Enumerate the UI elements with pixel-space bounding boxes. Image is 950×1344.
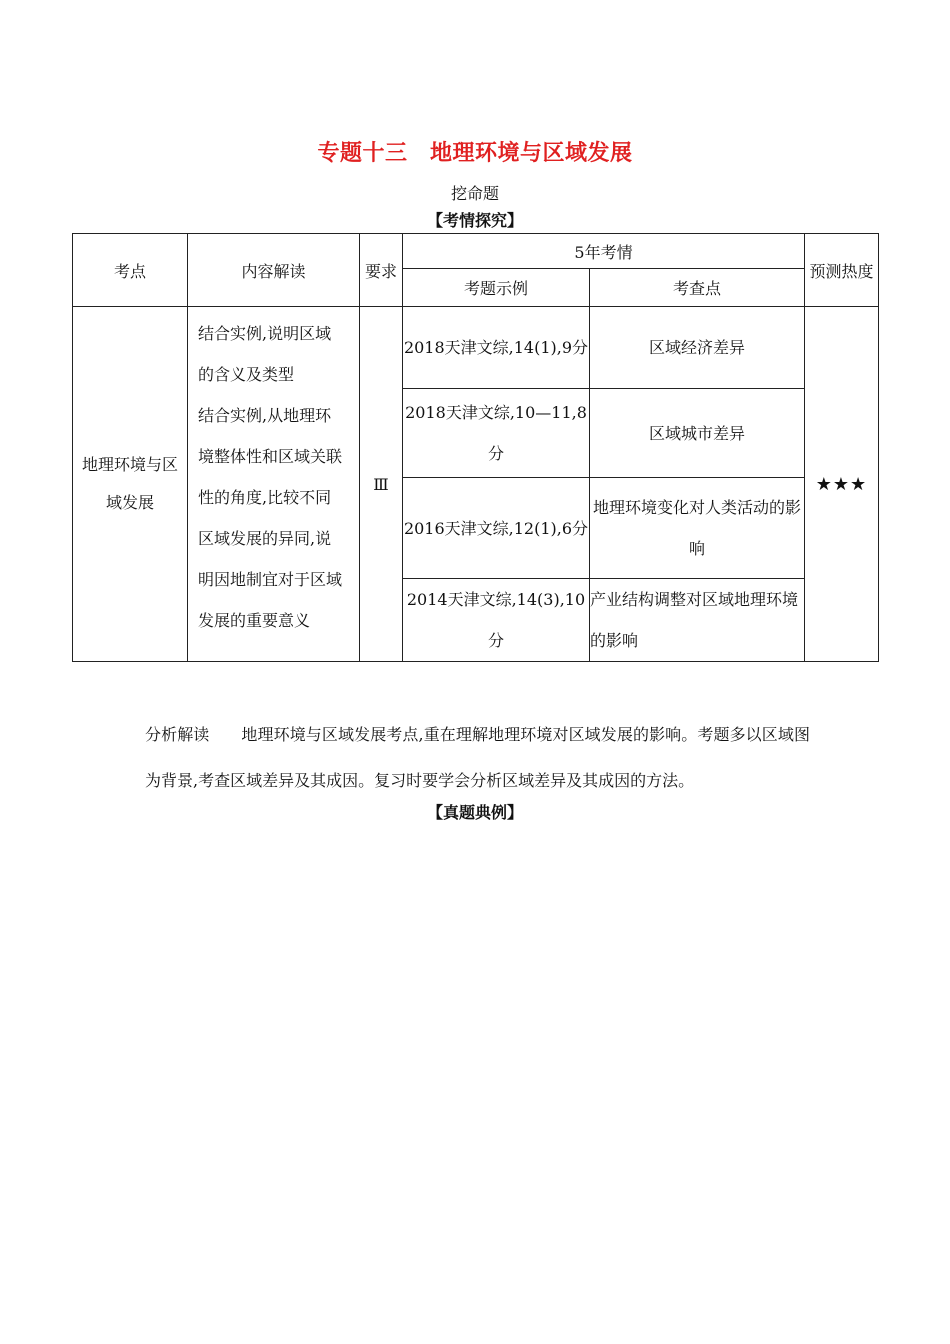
exam-analysis-table — [72, 233, 879, 662]
header-five-year: 5年考情 — [403, 234, 805, 269]
content-line: 发展的重要意义 — [198, 611, 311, 630]
header-kaodian: 考点 — [73, 234, 188, 307]
header-heat: 预测热度 — [805, 234, 879, 307]
content-line: 境整体性和区域关联 — [198, 447, 343, 466]
topic-cell — [73, 307, 188, 662]
analysis-paragraph — [145, 712, 810, 804]
example-cell: 2018天津文综,14(1),9分 — [403, 307, 590, 389]
point-cell: 产业结构调整对区域地理环境的影响 — [590, 579, 805, 662]
content-cell — [188, 307, 360, 662]
content-line: 的含义及类型 — [198, 365, 295, 384]
content-line: 区域发展的异同,说 — [198, 529, 332, 548]
header-example: 考题示例 — [403, 269, 590, 307]
header-neirong: 内容解读 — [188, 234, 360, 307]
analysis-label: 分析解读 — [145, 725, 210, 744]
page-title: 专题十三 地理环境与区域发展 — [317, 140, 633, 166]
content-line: 结合实例,说明区域 — [198, 324, 332, 343]
content-line: 结合实例,从地理环 — [198, 406, 332, 425]
point-cell: 地理环境变化对人类活动的影响 — [590, 478, 805, 579]
example-cell: 2014天津文综,14(3),10分 — [403, 579, 590, 662]
content-line: 明因地制宜对于区域 — [198, 570, 343, 589]
header-point: 考查点 — [590, 269, 805, 307]
section-examples-label: 【真题典例】 — [426, 803, 523, 822]
section-exam-label: 【考情探究】 — [426, 211, 523, 230]
heat-stars: ★★★ — [805, 307, 879, 662]
example-cell: 2016天津文综,12(1),6分 — [403, 478, 590, 579]
content-line: 性的角度,比较不同 — [198, 488, 332, 507]
header-yaoqiu: 要求 — [360, 234, 403, 307]
analysis-text: 地理环境与区域发展考点,重在理解地理环境对区域发展的影响。考题多以区域图为背景,考查区域差异及其成因。复习时要学会分析区域差异及其成因的方法。 — [145, 725, 810, 790]
point-cell: 区域城市差异 — [590, 389, 805, 478]
point-cell: 区域经济差异 — [590, 307, 805, 389]
requirement-cell: Ⅲ — [360, 307, 403, 662]
topic-text: 地理环境与区域发展 — [81, 455, 178, 512]
subtitle: 挖命题 — [450, 184, 499, 203]
example-cell: 2018天津文综,10—11,8分 — [403, 389, 590, 478]
